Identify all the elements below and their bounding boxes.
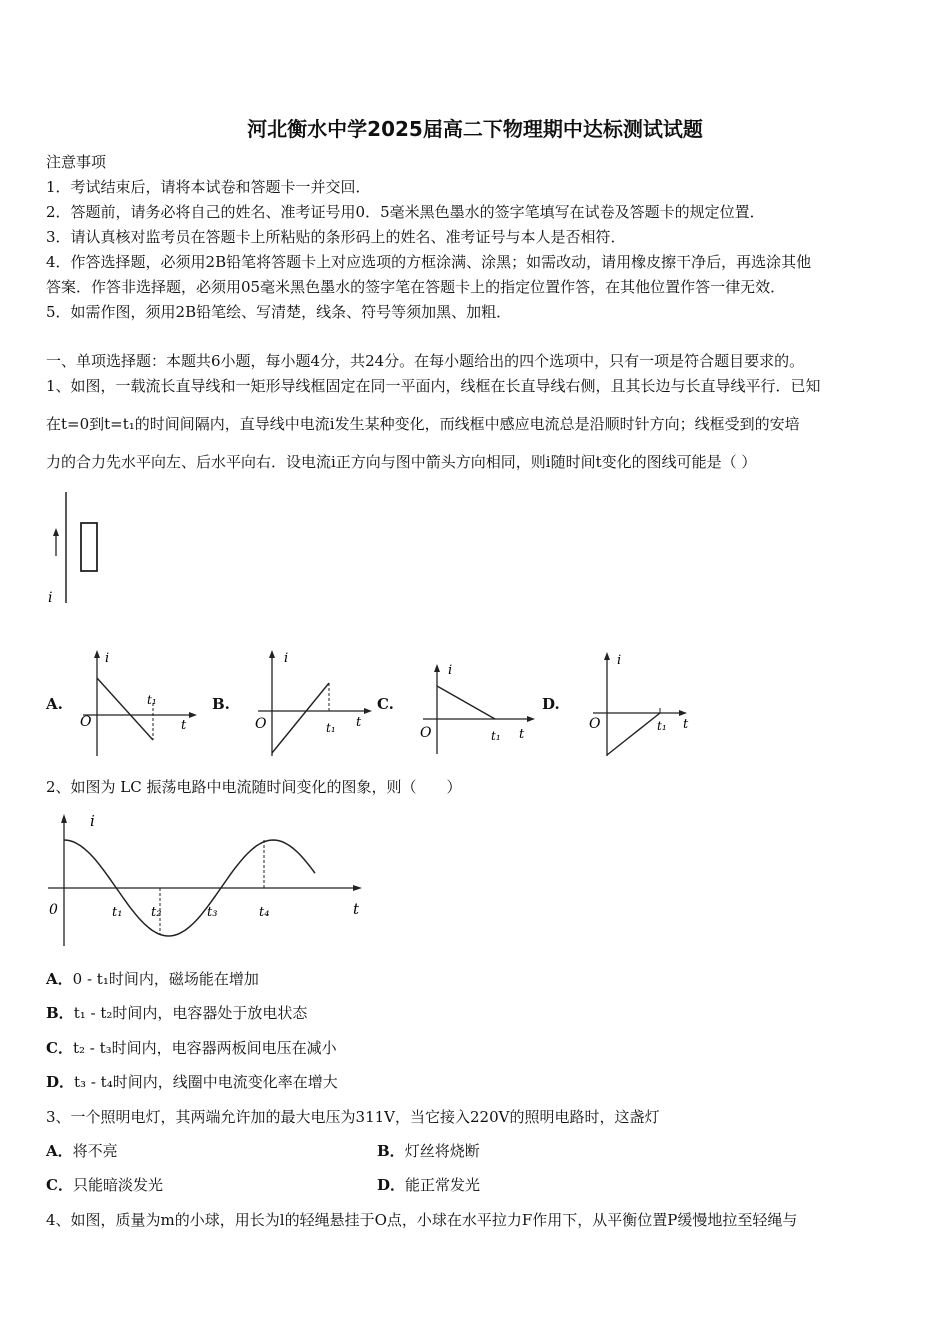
notice-item: 4．作答选择题，必须用2B铅笔将答题卡上对应选项的方框涂满、涂黑；如需改动，请用橡皮擦干净后，再选涂其他 — [46, 253, 812, 271]
q1-graph-a — [75, 648, 200, 758]
notice-item: 3．请认真核对监考员在答题卡上所粘贴的条形码上的姓名、准考证号与本人是否相符． — [46, 228, 626, 246]
svg-text:t: t — [181, 718, 187, 733]
q2-lc-graph — [40, 806, 380, 951]
q1-line: 1、如图，一载流长直导线和一矩形导线框固定在同一平面内，线框在长直导线右侧，且其长边与长直导线平行．已知 — [46, 377, 821, 395]
svg-text:i: i — [448, 663, 453, 678]
q1-option-d[interactable]: D. — [542, 695, 560, 713]
q1-option-c[interactable]: C. — [377, 695, 394, 713]
svg-text:t₂: t₂ — [151, 905, 162, 920]
svg-text:t₁: t₁ — [491, 729, 501, 743]
q1-wire-figure — [40, 488, 120, 608]
svg-text:t: t — [356, 715, 362, 730]
q1-graph-b — [250, 648, 375, 758]
q1-option-a[interactable]: A. — [46, 695, 63, 713]
q2-option-b[interactable]: B．t₁ - t₂时间内，电容器处于放电状态 — [46, 1004, 308, 1022]
svg-text:t₃: t₃ — [207, 905, 218, 920]
q2-option-c[interactable]: C．t₂ - t₃时间内，电容器两板间电压在减小 — [46, 1039, 337, 1057]
q2-option-a[interactable]: A．0 - t₁时间内，磁场能在增加 — [46, 970, 259, 988]
q1-graph-d — [585, 650, 710, 760]
svg-text:t₄: t₄ — [259, 905, 270, 920]
svg-text:t: t — [519, 727, 525, 742]
q1-graph-c — [415, 656, 540, 756]
svg-text:i: i — [105, 651, 110, 666]
svg-text:O: O — [255, 716, 267, 732]
section-heading: 一、单项选择题：本题共6小题，每小题4分，共24分。在每小题给出的四个选项中，只有一项是符合题目要求的。 — [46, 352, 805, 370]
svg-text:t: t — [683, 717, 689, 732]
notice-heading: 注意事项 — [46, 153, 107, 171]
notice-item: 答案．作答非选择题，必须用05毫米黑色墨水的签字笔在答题卡上的指定位置作答，在其他位置作答一律无效． — [46, 278, 786, 296]
wire-current-label: i — [48, 590, 53, 606]
q3-option-b[interactable]: B．灯丝将烧断 — [377, 1142, 480, 1160]
svg-text:O: O — [420, 725, 432, 741]
svg-text:O: O — [589, 716, 601, 732]
q2-option-d[interactable]: D．t₃ - t₄时间内，线圈中电流变化率在增大 — [46, 1073, 338, 1091]
q3-option-a[interactable]: A．将不亮 — [46, 1142, 118, 1160]
svg-text:O: O — [80, 714, 92, 730]
svg-text:t₁: t₁ — [112, 905, 123, 920]
notice-item: 5．如需作图，须用2B铅笔绘、写清楚，线条、符号等须加黑、加粗． — [46, 303, 512, 321]
svg-text:i: i — [617, 653, 622, 668]
q1-option-b[interactable]: B. — [212, 695, 230, 713]
q2-stem: 2、如图为 LC 振荡电路中电流随时间变化的图象，则（ ） — [46, 778, 462, 796]
svg-text:i: i — [90, 812, 95, 830]
notice-item: 1．考试结束后，请将本试卷和答题卡一并交回． — [46, 178, 371, 196]
svg-text:0: 0 — [49, 902, 58, 918]
q3-option-c[interactable]: C．只能暗淡发光 — [46, 1176, 163, 1194]
q3-stem: 3、一个照明电灯，其两端允许加的最大电压为311V，当它接入220V的照明电路时，这盏灯 — [46, 1108, 660, 1126]
page-title: 河北衡水中学2025届高二下物理期中达标测试试题 — [247, 117, 703, 141]
svg-text:t₁: t₁ — [657, 719, 667, 733]
svg-text:t₁: t₁ — [326, 721, 336, 735]
svg-text:t₁: t₁ — [147, 693, 157, 707]
q1-line: 在t=0到t=t₁的时间间隔内，直导线中电流i发生某种变化，而线框中感应电流总是沿顺时针方向；线框受到的安培 — [46, 415, 800, 433]
svg-text:i: i — [284, 651, 289, 666]
notice-item: 2．答题前，请务必将自己的姓名、准考证号用0．5毫米黑色墨水的签字笔填写在试卷及答题卡的规定位置． — [46, 203, 765, 221]
q3-option-d[interactable]: D．能正常发光 — [377, 1176, 481, 1194]
svg-text:t: t — [353, 900, 360, 918]
q1-line: 力的合力先水平向左、后水平向右．设电流i正方向与图中箭头方向相同，则i随时间t变化的图线可能是（ ） — [46, 453, 757, 471]
q4-stem: 4、如图，质量为m的小球，用长为l的轻绳悬挂于O点，小球在水平拉力F作用下，从平衡位置P缓慢地拉至轻绳与 — [46, 1211, 798, 1229]
